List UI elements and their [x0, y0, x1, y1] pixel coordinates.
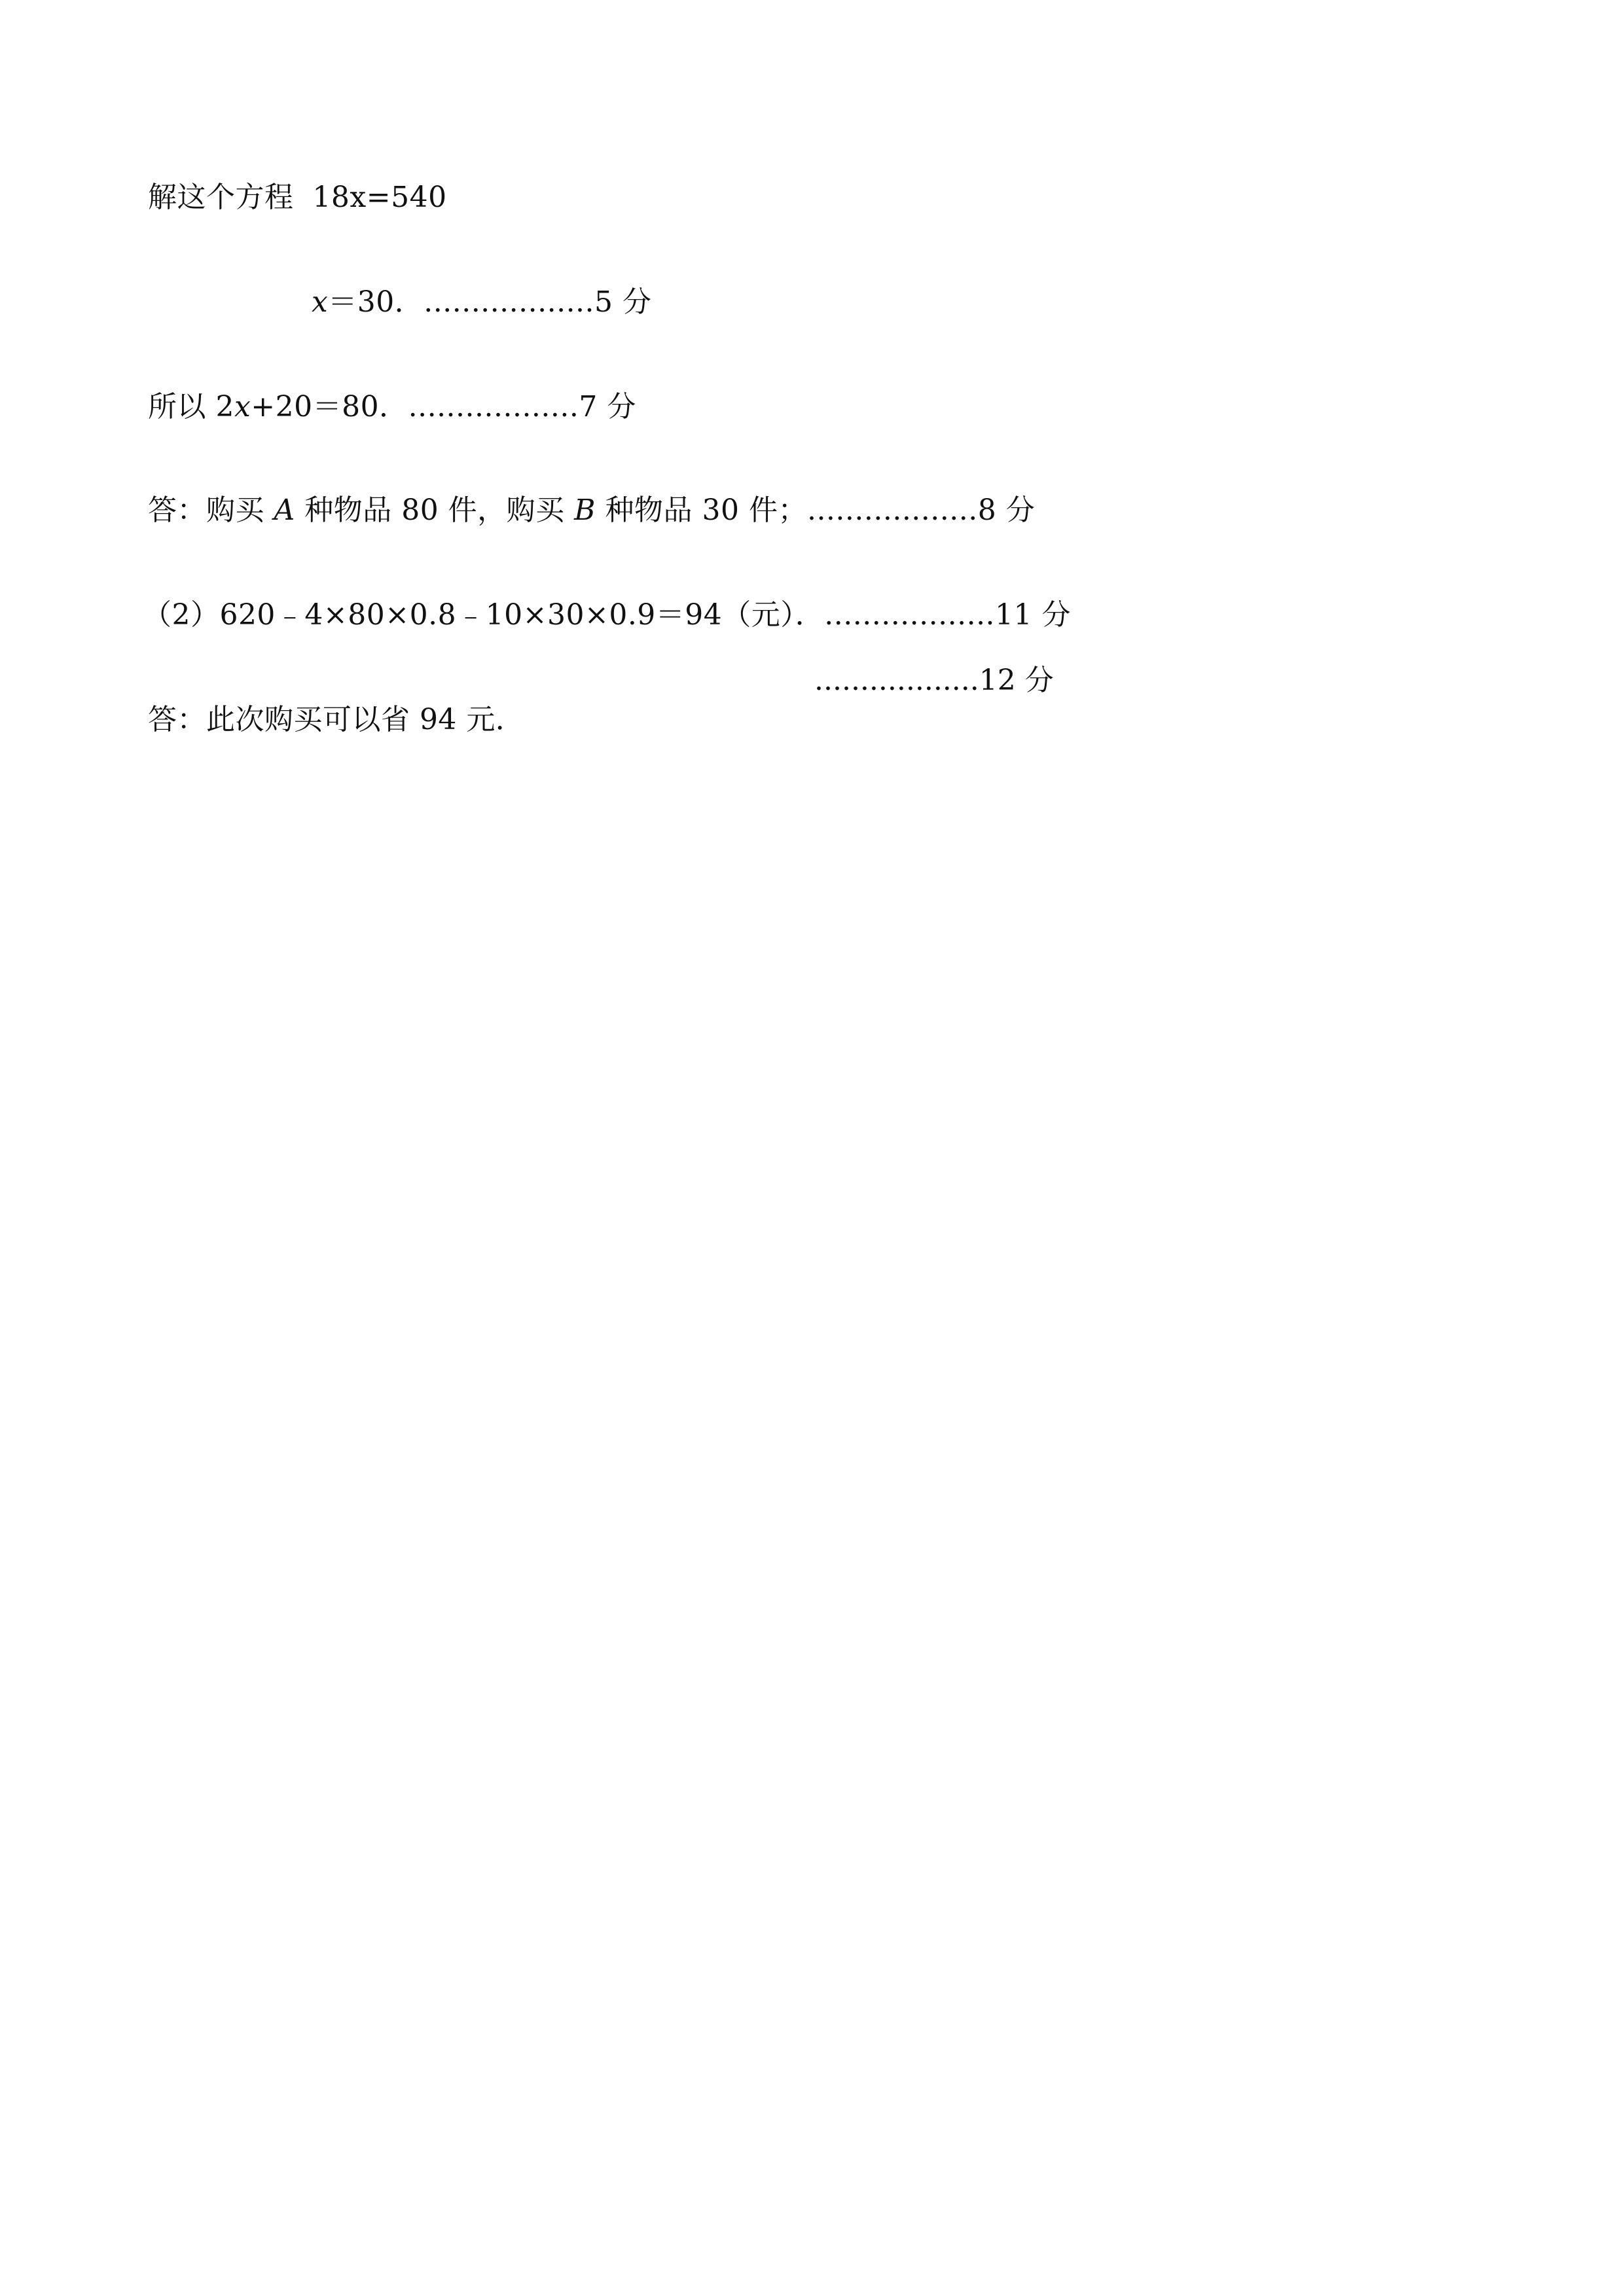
part-2-calculation — [105, 556, 1071, 674]
answer-2-text: 答：此次购买可以省 94 元． — [147, 703, 525, 736]
answer-part-2: 种物品 80 件，购买 — [295, 493, 575, 527]
answer-line-2 — [110, 661, 524, 779]
variable-a: A — [274, 493, 295, 527]
answer-line-1 — [110, 452, 1035, 569]
computation-suffix: +20＝80．..................7 分 — [251, 390, 636, 423]
answer-part-3: 种物品 30 件；..................8 分 — [596, 493, 1036, 527]
equation-line — [110, 139, 447, 257]
computation-prefix: 所以 2 — [147, 390, 234, 423]
part-2-text: （2）620﹣4×80×0.8﹣10×30×0.9＝94（元）．..................11 分 — [142, 598, 1072, 632]
variable-x: x — [311, 285, 329, 319]
solution-x-line — [274, 243, 652, 361]
solution-x-text: ＝30．..................5 分 — [328, 285, 652, 319]
equation-text: 解这个方程 18x=540 — [147, 181, 447, 214]
answer-part-1: 答：购买 — [147, 493, 274, 527]
variable-x: x — [234, 390, 251, 423]
computation-line — [110, 348, 636, 466]
answer-2-score: ..................12 分 — [814, 664, 1054, 697]
variable-b: B — [574, 493, 596, 527]
